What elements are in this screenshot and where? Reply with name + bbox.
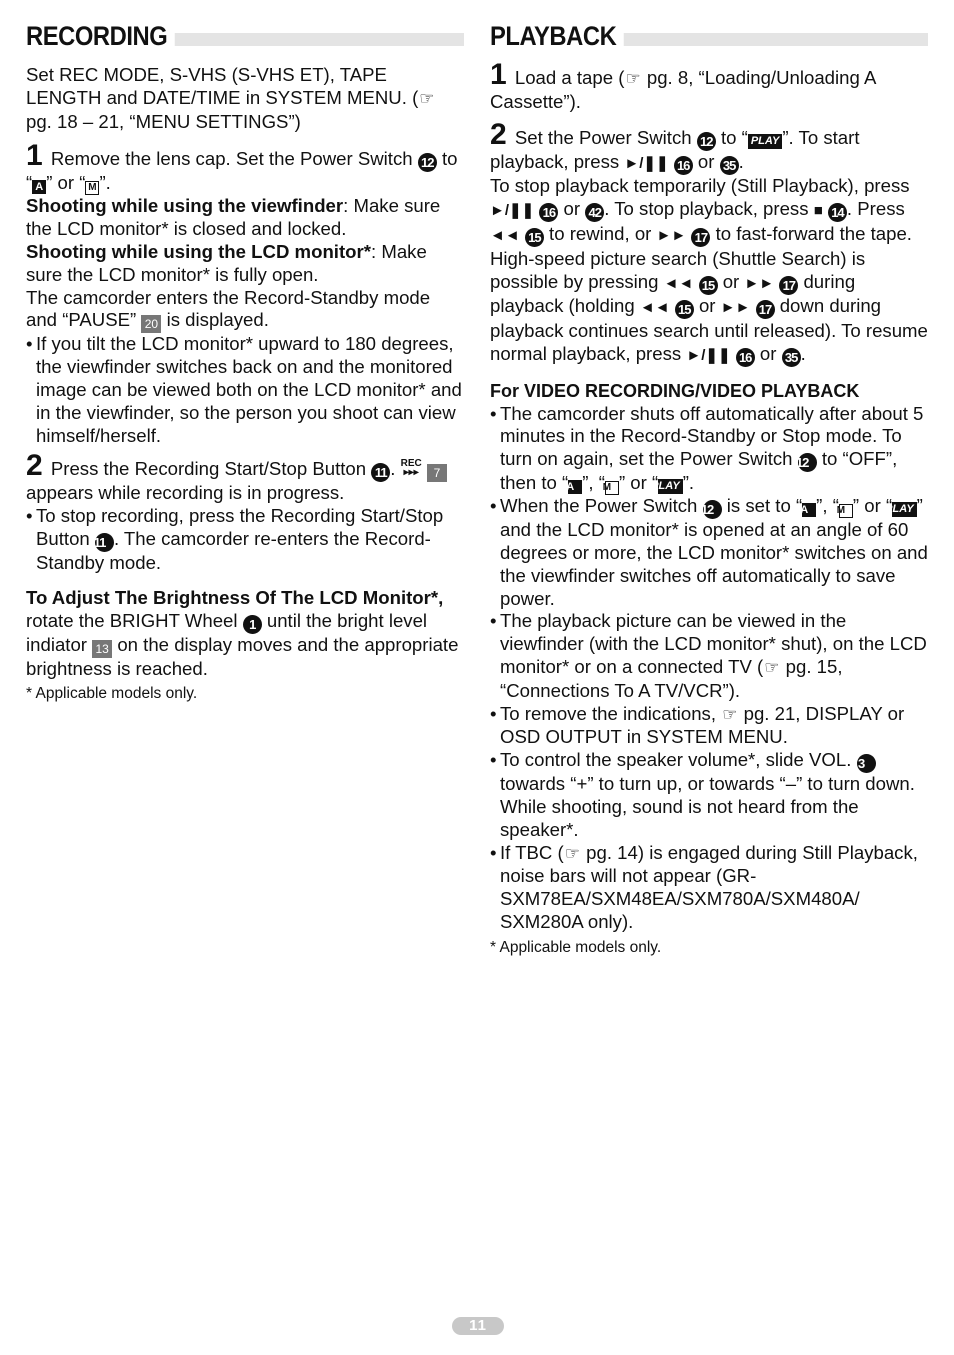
step-number: 1 bbox=[490, 58, 507, 91]
stop-icon: ■ bbox=[813, 202, 823, 220]
playback-title: PLAYBACK bbox=[490, 20, 623, 52]
reference-icon: ☞ bbox=[419, 88, 435, 108]
bullet-text: is set to “ bbox=[726, 495, 803, 517]
fast-forward-icon: ►► bbox=[744, 274, 775, 292]
standby-text: is displayed. bbox=[166, 309, 269, 331]
controls-text: to rewind, or bbox=[549, 222, 652, 244]
bullet-text: pg. 21, DISPLAY or OSD OUTPUT in SYSTEM MENU. bbox=[500, 702, 905, 748]
standby-note bbox=[26, 287, 464, 334]
bullet-dot: • bbox=[490, 702, 497, 724]
display-ref-badge: 20 bbox=[141, 315, 161, 333]
bullet-text: ” or “ bbox=[618, 472, 659, 494]
step-text: Press the Recording Start/Stop Button bbox=[50, 458, 367, 480]
playback-footnote: * Applicable models only. bbox=[490, 938, 662, 956]
auto-mode-icon: A bbox=[32, 180, 46, 194]
controls-text: or bbox=[722, 270, 740, 292]
control-ref-badge: 16 bbox=[539, 203, 558, 222]
control-ref-badge: 17 bbox=[691, 228, 710, 247]
controls-text: during playback (holding bbox=[490, 270, 856, 317]
brightness-bold: To Adjust The Brightness Of The LCD Monitor*, bbox=[26, 586, 444, 608]
manual-mode-icon: M bbox=[85, 181, 99, 195]
recording-section bbox=[26, 20, 464, 704]
controls-text: . To stop playback, press bbox=[604, 198, 809, 220]
play-pause-icon: ►/❚❚ bbox=[624, 154, 669, 172]
bullet-dot: • bbox=[26, 333, 33, 355]
recording-title: RECORDING bbox=[26, 20, 174, 52]
step-text: ” or “ bbox=[46, 172, 86, 194]
play-mode-icon: PLAY bbox=[892, 502, 917, 517]
step-text: pg. 8, “Loading/Unloading A Cassette”). bbox=[490, 67, 876, 112]
playback-step-2 bbox=[490, 117, 928, 176]
display-ref-badge: 7 bbox=[427, 464, 447, 482]
control-ref-badge: 15 bbox=[699, 276, 718, 295]
control-ref-badge: 15 bbox=[525, 228, 544, 247]
bullet-text: If TBC ( bbox=[500, 841, 564, 863]
control-ref-badge: 16 bbox=[736, 348, 755, 367]
step-number: 2 bbox=[26, 449, 43, 483]
reference-icon: ☞ bbox=[625, 69, 641, 88]
playback-heading bbox=[490, 20, 928, 54]
brightness-text: rotate the BRIGHT Wheel bbox=[26, 609, 238, 631]
brightness-text: until the bright level indiator bbox=[26, 609, 428, 655]
recording-heading bbox=[26, 20, 464, 54]
play-pause-icon: ►/❚❚ bbox=[490, 202, 535, 220]
bullet-text: When the Power Switch bbox=[500, 495, 698, 517]
step-text: Load a tape ( bbox=[514, 67, 625, 88]
bullet-text: . The camcorder re-enters the Record-Standby mode. bbox=[36, 527, 431, 573]
step-text: or bbox=[697, 150, 715, 172]
step-text: to “ bbox=[26, 148, 458, 194]
controls-text: To stop playback temporarily (Still Playback), press bbox=[490, 175, 910, 197]
control-ref-badge: 35 bbox=[720, 156, 739, 175]
controls-text: or bbox=[563, 198, 581, 220]
playback-step-1 bbox=[490, 58, 928, 114]
control-ref-badge: 1 bbox=[243, 615, 262, 634]
auto-mode-icon: A bbox=[802, 503, 816, 517]
viewing-bullet bbox=[490, 610, 928, 702]
lcd-note bbox=[26, 241, 464, 287]
video-subheading: For VIDEO RECORDING/VIDEO PLAYBACK bbox=[490, 380, 860, 401]
control-ref-badge: 12 bbox=[798, 453, 817, 472]
step-text: appears while recording is in progress. bbox=[26, 482, 345, 504]
stop-recording-bullet bbox=[26, 505, 464, 575]
control-ref-badge: 42 bbox=[585, 203, 604, 222]
bullet-text: To stop recording, press the Recording Start/Stop Button bbox=[36, 505, 444, 549]
bullet-text: The playback picture can be viewed in the viewfinder (with the LCD monitor* shut), on the LCD monitor* or on a connected TV ( bbox=[500, 610, 927, 677]
recording-intro bbox=[26, 64, 464, 133]
rec-indicator-icon bbox=[401, 459, 422, 477]
brightness-text: on the display moves and the appropriate brightness is reached. bbox=[26, 633, 459, 679]
fast-forward-icon: ►► bbox=[720, 299, 751, 317]
play-mode-icon: PLAY bbox=[658, 479, 683, 494]
bullet-text: If you tilt the LCD monitor* upward to 180 degrees, the viewfinder switches back on and the monitored image can be viewed both on the LCD monitor* and in the viewfinder, so the person you shoot can view himself/herself. bbox=[36, 333, 462, 446]
step-text: . bbox=[738, 150, 744, 172]
rec-icon-label: REC bbox=[400, 458, 422, 470]
recording-step-2 bbox=[26, 449, 464, 505]
volume-bullet bbox=[490, 749, 928, 841]
reference-icon: ☞ bbox=[722, 704, 738, 724]
rec-icon-arrows: ▸▸▸ bbox=[403, 467, 419, 479]
lcd-text: : Make sure the LCD monitor* is fully open. bbox=[26, 240, 427, 285]
bullet-text: To control the speaker volume*, slide VOL. bbox=[500, 749, 852, 771]
bullet-text: pg. 15, “Connections To A TV/VCR”). bbox=[500, 655, 843, 701]
viewfinder-note bbox=[26, 195, 464, 241]
intro-ref: pg. 18 – 21, “MENU SETTINGS”) bbox=[26, 110, 301, 132]
controls-text: or bbox=[759, 342, 777, 364]
bullet-text: ” or “ bbox=[852, 495, 893, 517]
page-number: 11 bbox=[452, 1317, 504, 1335]
control-ref-badge: 11 bbox=[371, 463, 390, 482]
control-ref-badge: 12 bbox=[703, 500, 722, 519]
step-text: to “ bbox=[720, 126, 748, 148]
playback-controls-text bbox=[490, 175, 928, 367]
viewfinder-bold: Shooting while using the viewfinder bbox=[26, 195, 344, 217]
manual-mode-icon: M bbox=[605, 481, 619, 495]
tilt-bullet bbox=[26, 333, 464, 447]
bullet-text: To remove the indications, bbox=[500, 702, 717, 724]
controls-text: to fast-forward the tape. High-speed picture search (Shuttle Search) is possible by pressing bbox=[490, 222, 912, 292]
manual-mode-icon: M bbox=[839, 504, 853, 518]
step-text: Remove the lens cap. Set the Power Switch bbox=[50, 148, 413, 170]
brightness-note bbox=[26, 587, 464, 681]
control-ref-badge: 12 bbox=[418, 153, 437, 172]
lcd-switch-bullet bbox=[490, 495, 928, 610]
bullet-dot: • bbox=[490, 402, 497, 424]
auto-mode-icon: A bbox=[568, 480, 582, 494]
lcd-bold: Shooting while using the LCD monitor* bbox=[26, 240, 371, 262]
rewind-icon: ◄◄ bbox=[663, 274, 694, 292]
viewfinder-text: : Make sure the LCD monitor* is closed and locked. bbox=[26, 195, 441, 240]
control-ref-badge: 17 bbox=[756, 300, 775, 319]
playback-section bbox=[490, 20, 928, 958]
step-text: Set the Power Switch bbox=[514, 126, 692, 148]
recording-footnote: * Applicable models only. bbox=[26, 685, 198, 703]
bullet-dot: • bbox=[26, 505, 33, 527]
fast-forward-icon: ►► bbox=[656, 226, 687, 244]
bullet-text: The camcorder shuts off automatically after about 5 minutes in the Record-Standby or Stop mode. To turn on again, set the Power Switch bbox=[500, 402, 924, 470]
bullet-text: ”, “ bbox=[582, 472, 605, 494]
control-ref-badge: 17 bbox=[779, 276, 798, 295]
controls-text: . Press bbox=[846, 198, 905, 220]
control-ref-badge: 16 bbox=[674, 156, 693, 175]
tbc-bullet bbox=[490, 842, 928, 934]
rewind-icon: ◄◄ bbox=[639, 299, 670, 317]
standby-text: The camcorder enters the Record-Standby mode and “PAUSE” bbox=[26, 286, 431, 331]
bullet-dot: • bbox=[490, 610, 497, 632]
auto-off-bullet bbox=[490, 403, 928, 496]
controls-text: . bbox=[800, 342, 806, 364]
play-pause-icon: ►/❚❚ bbox=[686, 346, 731, 364]
bullet-dot: • bbox=[490, 495, 497, 517]
controls-text: down during playback continues search until released). To resume normal playback, press bbox=[490, 295, 928, 364]
bullet-text: ” and the LCD monitor* is opened at an angle of 60 degrees or more, the LCD monitor* switches on and the viewfinder switches off automatically to save power. bbox=[500, 495, 928, 609]
indications-bullet bbox=[490, 703, 928, 750]
control-ref-badge: 3 bbox=[857, 754, 876, 773]
reference-icon: ☞ bbox=[764, 657, 780, 677]
recording-step-1 bbox=[26, 139, 464, 195]
step-text: . bbox=[390, 458, 396, 480]
control-ref-badge: 15 bbox=[675, 300, 694, 319]
control-ref-badge: 14 bbox=[828, 203, 847, 222]
bullet-text: towards “+” to turn up, or towards “–” to turn down. While shooting, sound is not heard from the speaker*. bbox=[500, 773, 915, 840]
play-mode-icon: PLAY bbox=[748, 134, 783, 149]
control-ref-badge: 12 bbox=[697, 132, 716, 151]
step-number: 1 bbox=[26, 139, 43, 173]
control-ref-badge: 35 bbox=[782, 348, 801, 367]
step-text: ”. bbox=[99, 172, 111, 194]
control-ref-badge: 11 bbox=[95, 533, 114, 552]
bullet-text: ”. bbox=[682, 472, 695, 494]
bullet-text: pg. 14) is engaged during Still Playback, noise bars will not appear (GR-SXM78EA/SXM48EA/SXM780A/SXM480A/ SXM280A only). bbox=[500, 841, 918, 932]
bullet-text: ”, “ bbox=[816, 495, 839, 517]
bullet-text: to “OFF”, then to “ bbox=[500, 448, 898, 494]
intro-text: Set REC MODE, S-VHS (S-VHS ET), TAPE LENGTH and DATE/TIME in SYSTEM MENU. ( bbox=[26, 64, 419, 108]
controls-text: or bbox=[698, 295, 716, 317]
reference-icon: ☞ bbox=[564, 843, 580, 863]
rewind-icon: ◄◄ bbox=[490, 226, 520, 244]
bullet-dot: • bbox=[490, 841, 497, 863]
display-ref-badge: 13 bbox=[92, 640, 112, 658]
step-text: ”. To start playback, press bbox=[490, 126, 860, 172]
step-number: 2 bbox=[490, 117, 507, 151]
bullet-dot: • bbox=[490, 749, 497, 771]
